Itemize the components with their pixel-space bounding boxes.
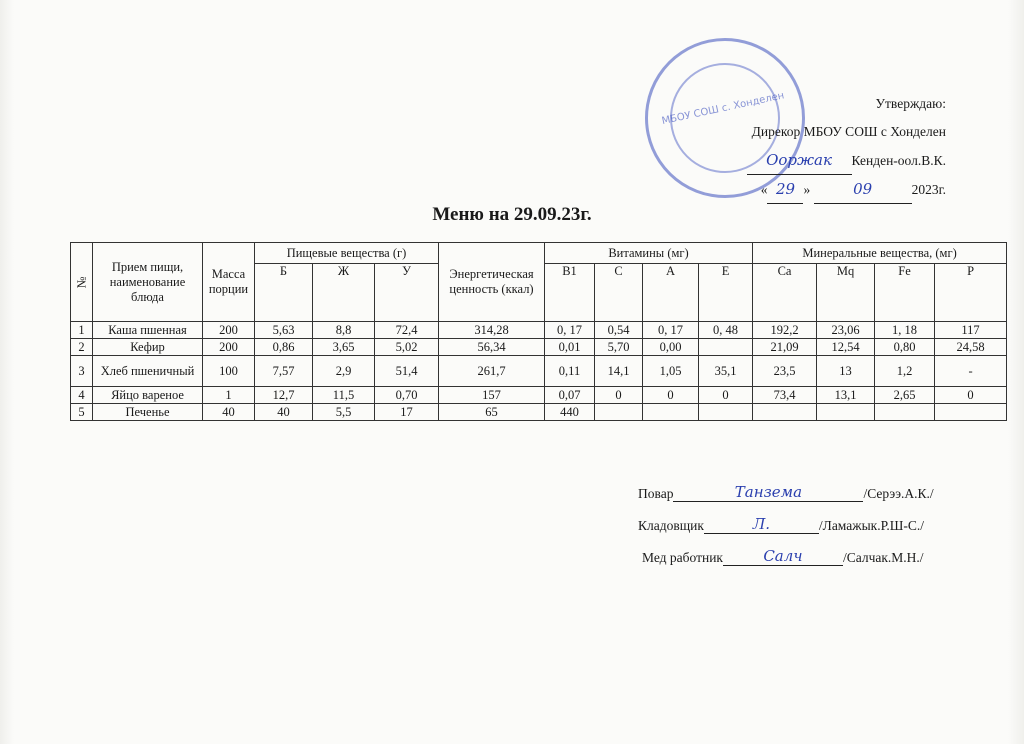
- sub-header: Са: [753, 264, 817, 322]
- table-cell: 40: [255, 404, 313, 421]
- signer-role: Повар: [638, 486, 674, 501]
- table-cell: -: [935, 356, 1007, 387]
- stamp-text: МБОУ СОШ с. Хонделен: [660, 90, 786, 128]
- table-cell: 0: [643, 387, 699, 404]
- table-cell: 40: [203, 404, 255, 421]
- table-cell: 7,57: [255, 356, 313, 387]
- table-cell: 14,1: [595, 356, 643, 387]
- table-cell: 3: [71, 356, 93, 387]
- signer-row: [620, 483, 960, 502]
- col-meal-header: Прием пищи, наименование блюда: [93, 243, 203, 322]
- table-row: [71, 356, 1007, 387]
- approval-signature-line: [626, 146, 946, 175]
- table-cell: 23,06: [817, 322, 875, 339]
- table-cell: 0,86: [255, 339, 313, 356]
- sub-header: Е: [699, 264, 753, 322]
- table-cell: 21,09: [753, 339, 817, 356]
- table-cell: 12,7: [255, 387, 313, 404]
- table-cell: 17: [375, 404, 439, 421]
- director-signature: Ооржак: [747, 146, 852, 175]
- date-year: 2023г.: [911, 182, 946, 197]
- table-cell: 5,02: [375, 339, 439, 356]
- table-cell: 440: [545, 404, 595, 421]
- col-mass-header: Масса порции: [203, 243, 255, 322]
- table-cell: Печенье: [93, 404, 203, 421]
- sub-header: У: [375, 264, 439, 322]
- sub-header: Р: [935, 264, 1007, 322]
- table-cell: [753, 404, 817, 421]
- table-cell: 0,11: [545, 356, 595, 387]
- signer-signature: Салч: [723, 547, 843, 566]
- table-cell: 0: [595, 387, 643, 404]
- table-cell: [935, 404, 1007, 421]
- table-cell: Хлеб пшеничный: [93, 356, 203, 387]
- sub-header: В1: [545, 264, 595, 322]
- signers-block: [620, 483, 960, 579]
- col-nutrients-header: Пищевые вещества (г): [255, 243, 439, 264]
- signer-row: [620, 547, 960, 566]
- table-cell: 200: [203, 322, 255, 339]
- approval-position: Дирекор МБОУ СОШ с Хонделен: [751, 124, 946, 139]
- table-row: [71, 322, 1007, 339]
- table-row: [71, 404, 1007, 421]
- table-cell: 5,70: [595, 339, 643, 356]
- table-cell: 65: [439, 404, 545, 421]
- table-cell: 11,5: [313, 387, 375, 404]
- sub-header: А: [643, 264, 699, 322]
- table-cell: 0: [699, 387, 753, 404]
- col-num-header: №: [71, 243, 93, 322]
- date-day: 29: [767, 175, 803, 204]
- table-cell: 0: [935, 387, 1007, 404]
- approval-date: [626, 175, 946, 204]
- sub-header: Ж: [313, 264, 375, 322]
- signer-role: Мед работник: [642, 550, 723, 565]
- table-cell: [595, 404, 643, 421]
- table-cell: 8,8: [313, 322, 375, 339]
- table-cell: 2,9: [313, 356, 375, 387]
- table-cell: 12,54: [817, 339, 875, 356]
- table-cell: 314,28: [439, 322, 545, 339]
- approval-block: [626, 90, 946, 204]
- table-cell: 1: [203, 387, 255, 404]
- header-row-1: [71, 243, 1007, 264]
- signer-signature: Л.: [704, 515, 819, 534]
- sub-header: С: [595, 264, 643, 322]
- signer-signature: Танзема: [673, 483, 863, 502]
- table-cell: [875, 404, 935, 421]
- table-cell: 5,5: [313, 404, 375, 421]
- sub-header: Мq: [817, 264, 875, 322]
- table-cell: 5: [71, 404, 93, 421]
- table-cell: 261,7: [439, 356, 545, 387]
- signer-row: [620, 515, 960, 534]
- table-cell: 192,2: [753, 322, 817, 339]
- table-cell: 157: [439, 387, 545, 404]
- table-cell: 0, 17: [545, 322, 595, 339]
- table-cell: [817, 404, 875, 421]
- table-cell: [643, 404, 699, 421]
- table-cell: 200: [203, 339, 255, 356]
- table-cell: 73,4: [753, 387, 817, 404]
- col-vitamins-header: Витамины (мг): [545, 243, 753, 264]
- table-cell: 0,54: [595, 322, 643, 339]
- col-energy-header: Энергетическая ценность (ккал): [439, 243, 545, 322]
- table-cell: 13: [817, 356, 875, 387]
- table-cell: 1, 18: [875, 322, 935, 339]
- table-cell: 4: [71, 387, 93, 404]
- table-cell: 2,65: [875, 387, 935, 404]
- signer-role: Кладовщик: [638, 518, 704, 533]
- table-cell: 51,4: [375, 356, 439, 387]
- table-cell: 0,00: [643, 339, 699, 356]
- table-cell: 1,05: [643, 356, 699, 387]
- table-cell: Каша пшенная: [93, 322, 203, 339]
- table-cell: 1: [71, 322, 93, 339]
- table-cell: 0,07: [545, 387, 595, 404]
- table-cell: 1,2: [875, 356, 935, 387]
- sub-header: Fe: [875, 264, 935, 322]
- table-cell: [699, 339, 753, 356]
- director-name: Кенден-оол.В.К.: [851, 153, 946, 168]
- table-cell: 2: [71, 339, 93, 356]
- col-minerals-header: Минеральные вещества, (мг): [753, 243, 1007, 264]
- table-cell: 0, 48: [699, 322, 753, 339]
- table-cell: Яйцо вареное: [93, 387, 203, 404]
- table-cell: 72,4: [375, 322, 439, 339]
- table-cell: 5,63: [255, 322, 313, 339]
- date-close-quote: »: [803, 182, 811, 197]
- table-row: [71, 339, 1007, 356]
- table-cell: 0,80: [875, 339, 935, 356]
- table-row: [71, 387, 1007, 404]
- date-month: 09: [814, 175, 912, 204]
- table-cell: 3,65: [313, 339, 375, 356]
- table-cell: 0,70: [375, 387, 439, 404]
- table-cell: Кефир: [93, 339, 203, 356]
- signer-name: /Салчак.М.Н./: [842, 550, 924, 565]
- table-cell: 0,01: [545, 339, 595, 356]
- page-title: Меню на 29.09.23г.: [432, 204, 592, 225]
- table-cell: 100: [203, 356, 255, 387]
- sub-header: Б: [255, 264, 313, 322]
- table-cell: 23,5: [753, 356, 817, 387]
- table-cell: 0, 17: [643, 322, 699, 339]
- table-cell: 35,1: [699, 356, 753, 387]
- date-open-quote: «: [760, 182, 768, 197]
- menu-table: [70, 242, 1007, 421]
- table-cell: [699, 404, 753, 421]
- signer-name: /Ламажык.Р.Ш-С./: [818, 518, 925, 533]
- table-cell: 13,1: [817, 387, 875, 404]
- signer-name: /Серээ.А.К./: [863, 486, 934, 501]
- table-cell: 24,58: [935, 339, 1007, 356]
- table-cell: 117: [935, 322, 1007, 339]
- table-body: [71, 322, 1007, 421]
- table-cell: 56,34: [439, 339, 545, 356]
- approval-heading: Утверждаю:: [875, 96, 946, 111]
